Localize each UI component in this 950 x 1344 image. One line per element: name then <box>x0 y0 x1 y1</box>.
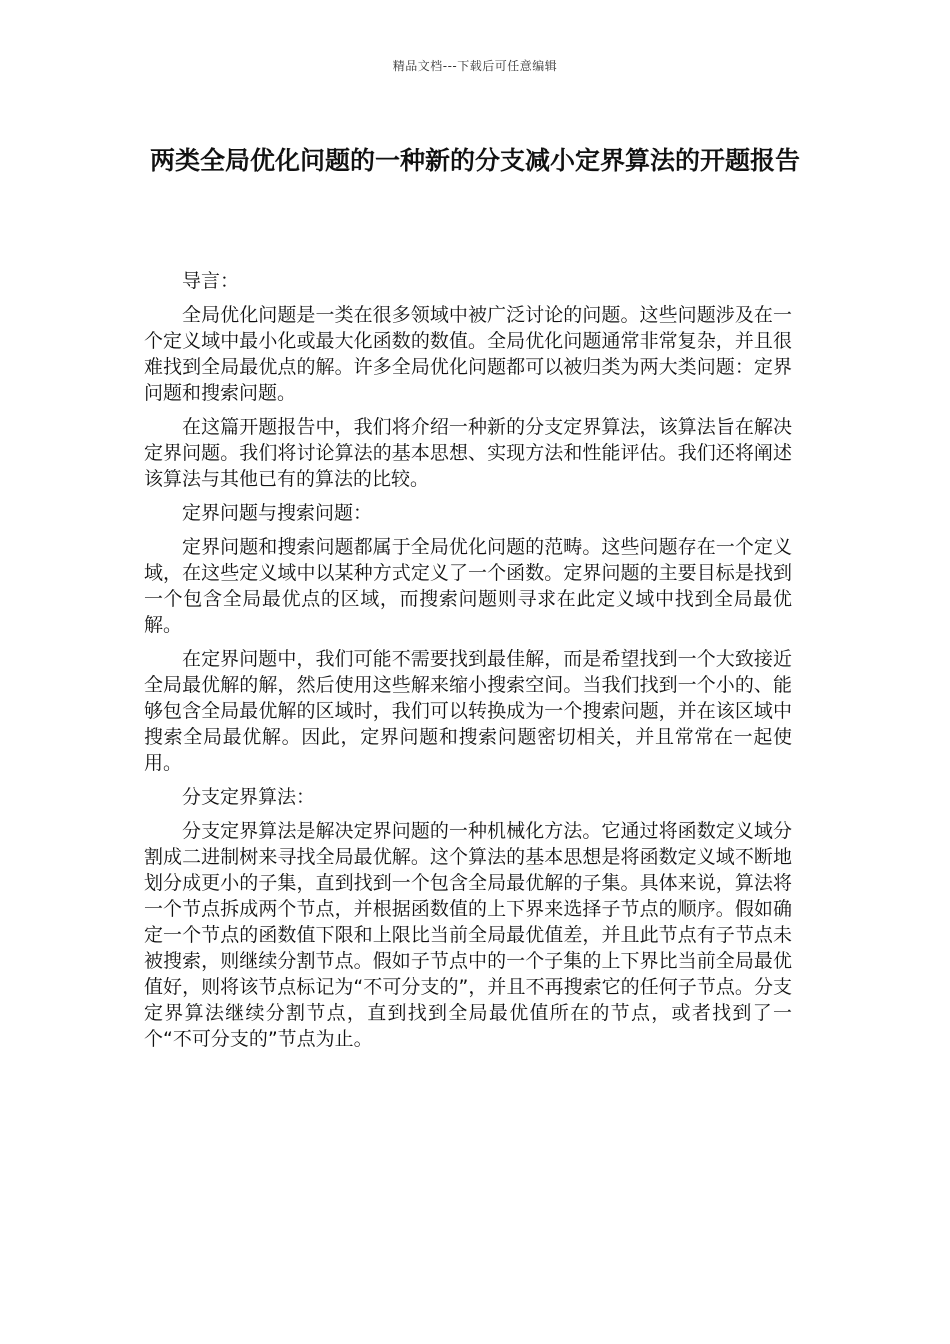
document-body <box>144 268 792 1060</box>
paragraph-intro-1: 全局优化问题是一类在很多领域中被广泛讨论的问题。这些问题涉及在一个定义域中最小化或最大化函数的数值。全局优化问题通常非常复杂，并且很难找到全局最优点的解。许多全局优化问题都可以被归类为两大类问题：定界问题和搜索问题。 <box>144 304 792 404</box>
paragraph-bound-search-2: 在定界问题中，我们可能不需要找到最佳解，而是希望找到一个大致接近全局最优解的解，然后使用这些解来缩小搜索空间。当我们找到一个小的、能够包含全局最优解的区域时，我们可以转换成为一个搜索问题，并在该区域中搜索全局最优解。因此，定界问题和搜索问题密切相关，并且常常在一起使用。 <box>144 648 792 774</box>
paragraph-bound-search-1: 定界问题和搜索问题都属于全局优化问题的范畴。这些问题存在一个定义域，在这些定义域中以某种方式定义了一个函数。定界问题的主要目标是找到一个包含全局最优点的区域，而搜索问题则寻求在此定义域中找到全局最优解。 <box>144 536 792 636</box>
paragraph-branch-bound-1: 分支定界算法是解决定界问题的一种机械化方法。它通过将函数定义域分割成二进制树来寻找全局最优解。这个算法的基本思想是将函数定义域不断地划分成更小的子集，直到找到一个包含全局最优解的子集。具体来说，算法将一个节点拆成两个节点，并根据函数值的上下界来选择子节点的顺序。假如确定一个节点的函数值下限和上限比当前全局最优值差，并且此节点有子节点未被搜索，则继续分割节点。假如子节点中的一个子集的上下界比当前全局最优值好，则将该节点标记为“不可分支的”，并且不再搜索它的任何子节点。分支定界算法继续分割节点，直到找到全局最优值所在的节点，或者找到了一个“不可分支的”节点为止。 <box>144 820 792 1050</box>
section-heading-branch-bound: 分支定界算法： <box>182 786 316 808</box>
section-heading-intro: 导言： <box>182 270 240 292</box>
paragraph-intro-2: 在这篇开题报告中，我们将介绍一种新的分支定界算法，该算法旨在解决定界问题。我们将讨论算法的基本思想、实现方法和性能评估。我们还将阐述该算法与其他已有的算法的比较。 <box>144 416 792 490</box>
document-title: 两类全局优化问题的一种新的分支减小定界算法的开题报告 <box>149 146 800 175</box>
section-heading-bound-search: 定界问题与搜索问题： <box>182 502 373 524</box>
page-header: 精品文档---下载后可任意编辑 <box>392 59 558 73</box>
